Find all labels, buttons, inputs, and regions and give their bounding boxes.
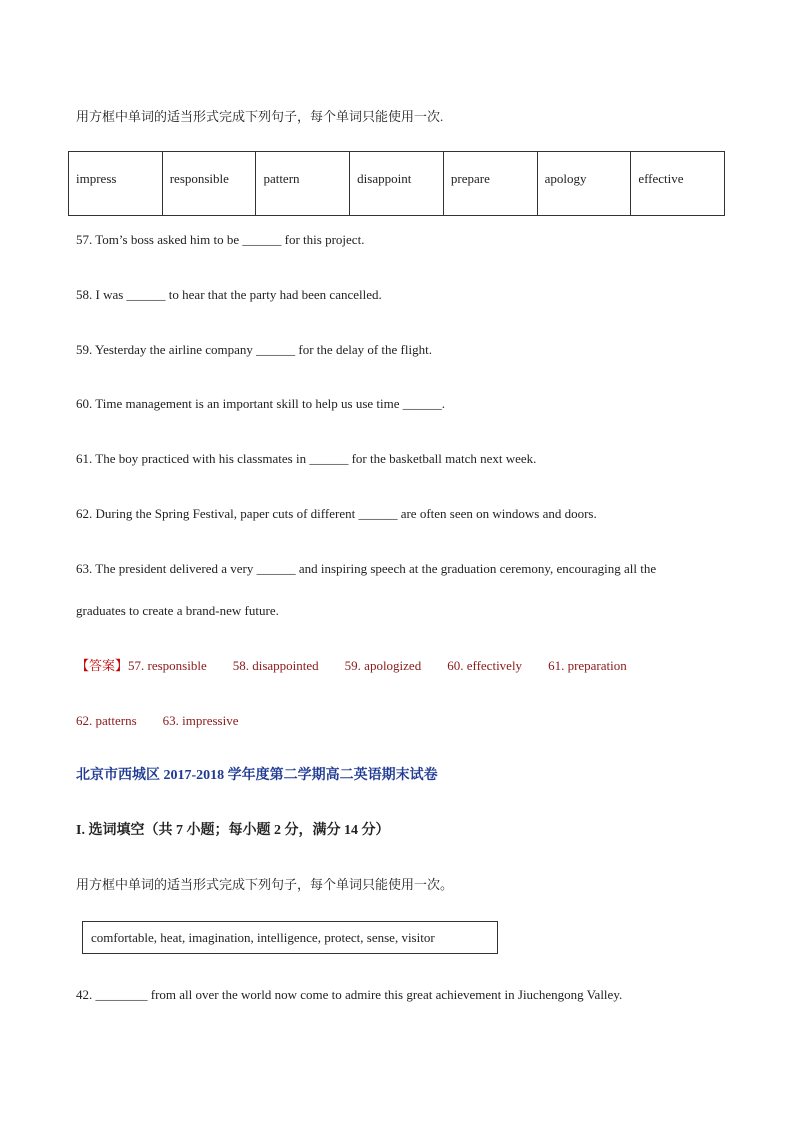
instruction-text-2: 用方框中单词的适当形式完成下列句子，每个单词只能使用一次。 <box>76 877 454 892</box>
question-63-continued: graduates to create a brand-new future. <box>76 603 279 618</box>
word-bank-cell: impress <box>69 152 163 215</box>
answer-item: 62. patterns <box>76 713 137 728</box>
question-60: 60. Time management is an important skill to help us use time ______. <box>76 396 446 411</box>
answer-item: 61. preparation <box>548 658 627 673</box>
answer-item: 58. disappointed <box>232 658 319 673</box>
answer-item: 60. effectively <box>447 658 523 673</box>
question-57: 57. Tom’s boss asked him to be ______ for this project. <box>76 232 365 247</box>
word-list-box: comfortable, heat, imagination, intelligence, protect, sense, visitor <box>82 921 498 954</box>
answer-item: 59. apologized <box>344 658 422 673</box>
answer-line-2 <box>76 713 264 729</box>
question-61: 61. The boy practiced with his classmates in ______ for the basketball match next week. <box>76 451 537 466</box>
question-42: 42. ________ from all over the world now come to admire this great achievement in Jiuchengong Valley. <box>76 987 623 1002</box>
answer-tag: 【答案】 <box>76 658 129 673</box>
word-bank-cell: prepare <box>444 152 538 215</box>
section-title: I. 选词填空（共 7 小题；每小题 2 分，满分 14 分） <box>76 823 390 838</box>
word-bank-table <box>68 151 725 216</box>
answer-line <box>76 658 653 674</box>
answer-item: 63. impressive <box>162 713 239 728</box>
question-63: 63. The president delivered a very ______ and inspiring speech at the graduation ceremony, encouraging all the <box>76 561 657 576</box>
question-59: 59. Yesterday the airline company ______ for the delay of the flight. <box>76 342 432 357</box>
word-bank-cell: responsible <box>163 152 257 215</box>
word-bank-cell: disappoint <box>350 152 444 215</box>
question-62: 62. During the Spring Festival, paper cuts of different ______ are often seen on windows and doors. <box>76 506 597 521</box>
word-bank-cell: pattern <box>256 152 350 215</box>
word-bank-cell: effective <box>638 171 684 186</box>
word-bank-cell: apology <box>538 152 632 215</box>
instruction-text: 用方框中单词的适当形式完成下列句子，每个单词只能使用一次. <box>76 109 444 124</box>
question-58: 58. I was ______ to hear that the party had been cancelled. <box>76 287 382 302</box>
exam-heading: 北京市西城区 2017-2018 学年度第二学期高二英语期末试卷 <box>76 768 438 783</box>
answer-item: 57. responsible <box>128 658 207 673</box>
